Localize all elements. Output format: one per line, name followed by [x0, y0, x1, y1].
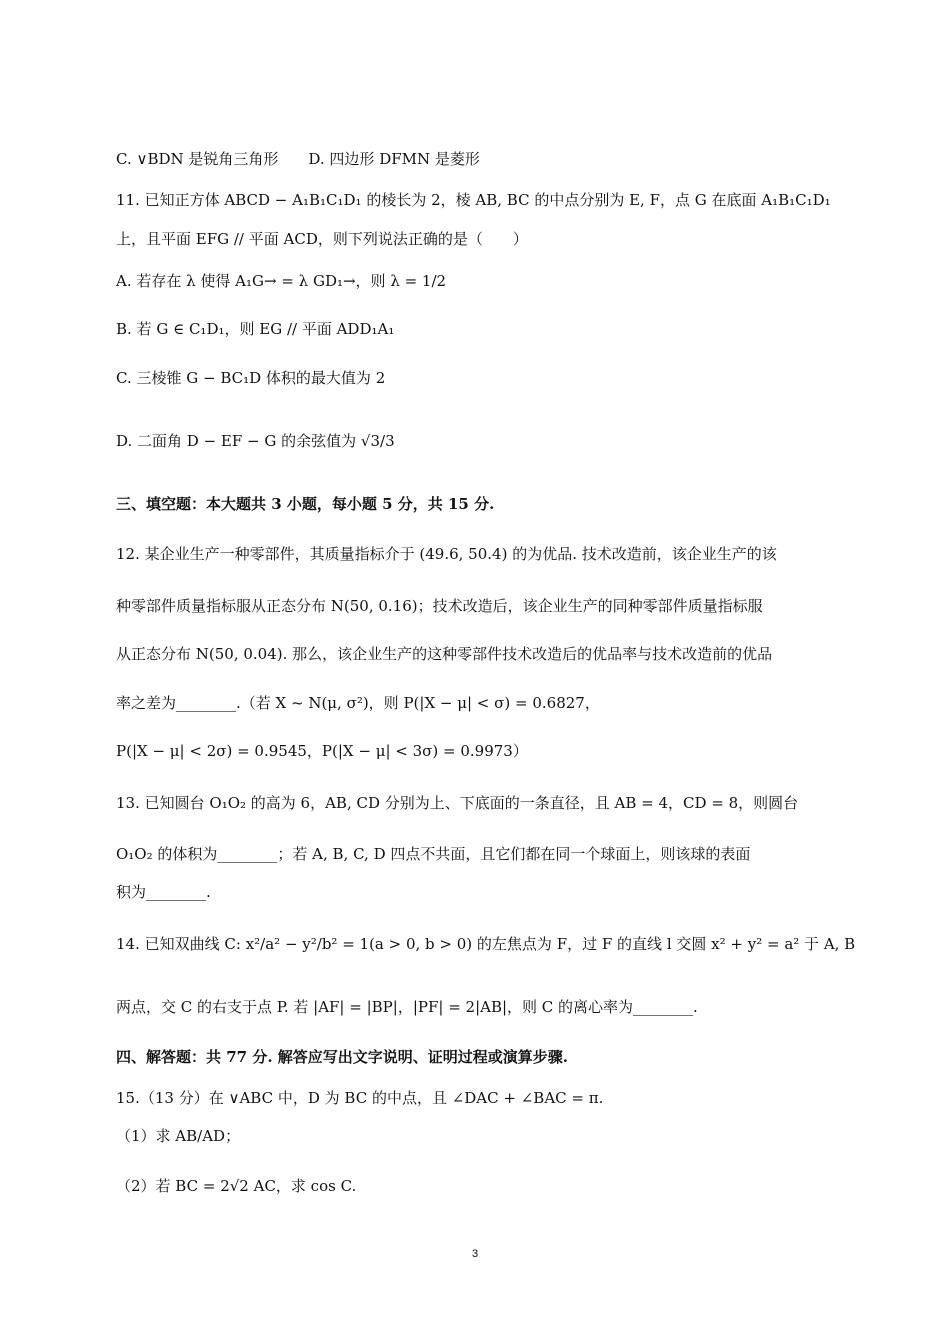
line-question-12-cont1: 种零部件质量指标服从正态分布 N(50, 0.16)；技术改造后，该企业生产的同种零部件质量指标服 — [116, 597, 763, 615]
line-question-12-cont3: 率之差为________.（若 X ~ N(μ, σ²)，则 P(|X − μ| < σ) = 0.6827， — [116, 694, 600, 712]
line-question-14-cont: 两点，交 C 的右支于点 P. 若 |AF| = |BP|，|PF| = 2|AB|，则 C 的离心率为________. — [116, 998, 698, 1016]
line-question-13-cont2: 积为________. — [116, 883, 211, 901]
line-question-13: 13. 已知圆台 O₁O₂ 的高为 6，AB, CD 分别为上、下底面的一条直径，且 AB = 4，CD = 8，则圆台 — [116, 794, 799, 812]
line-question-15-part1: （1）求 AB/AD； — [116, 1127, 241, 1145]
line-question-12-cont2: 从正态分布 N(50, 0.04). 那么，该企业生产的这种零部件技术改造后的优品率与技术改造前的优品 — [116, 645, 773, 663]
line-question-12: 12. 某企业生产一种零部件，其质量指标介于 (49.6, 50.4) 的为优品. 技术改造前，该企业生产的该 — [116, 545, 777, 563]
line-question-14: 14. 已知双曲线 C: x²/a² − y²/b² = 1(a > 0, b > 0) 的左焦点为 F，过 F 的直线 l 交圆 x² + y² = a² 于 A, B — [116, 935, 856, 953]
line-option-c-q11: C. 三棱锥 G − BC₁D 体积的最大值为 2 — [116, 369, 386, 387]
line-question-13-cont1: O₁O₂ 的体积为________；若 A, B, C, D 四点不共面，且它们都在同一个球面上，则该球的表面 — [116, 845, 751, 863]
page-number: 3 — [471, 1248, 479, 1260]
line-question-12-cont4: P(|X − μ| < 2σ) = 0.9545，P(|X − μ| < 3σ) = 0.9973） — [116, 742, 528, 760]
line-question-11: 11. 已知正方体 ABCD − A₁B₁C₁D₁ 的棱长为 2，棱 AB, BC 的中点分别为 E, F，点 G 在底面 A₁B₁C₁D₁ — [116, 191, 831, 209]
section-heading-solutions: 四、解答题：共 77 分. 解答应写出文字说明、证明过程或演算步骤. — [116, 1048, 568, 1066]
line-option-c-d-q10: C. ∨BDN 是锐角三角形 D. 四边形 DFMN 是菱形 — [116, 150, 480, 168]
line-question-15-part2: （2）若 BC = 2√2 AC，求 cos C. — [116, 1177, 357, 1195]
line-question-11-cont: 上，且平面 EFG // 平面 ACD，则下列说法正确的是（ ） — [116, 230, 528, 248]
line-option-a-q11: A. 若存在 λ 使得 A₁G→ = λ GD₁→，则 λ = 1/2 — [116, 272, 447, 290]
line-option-b-q11: B. 若 G ∈ C₁D₁，则 EG // 平面 ADD₁A₁ — [116, 320, 395, 338]
line-question-15: 15.（13 分）在 ∨ABC 中，D 为 BC 的中点，且 ∠DAC + ∠BAC = π. — [116, 1089, 604, 1107]
section-heading-fill-in: 三、填空题：本大题共 3 小题，每小题 5 分，共 15 分. — [116, 495, 495, 513]
line-option-d-q11: D. 二面角 D − EF − G 的余弦值为 √3/3 — [116, 432, 395, 450]
